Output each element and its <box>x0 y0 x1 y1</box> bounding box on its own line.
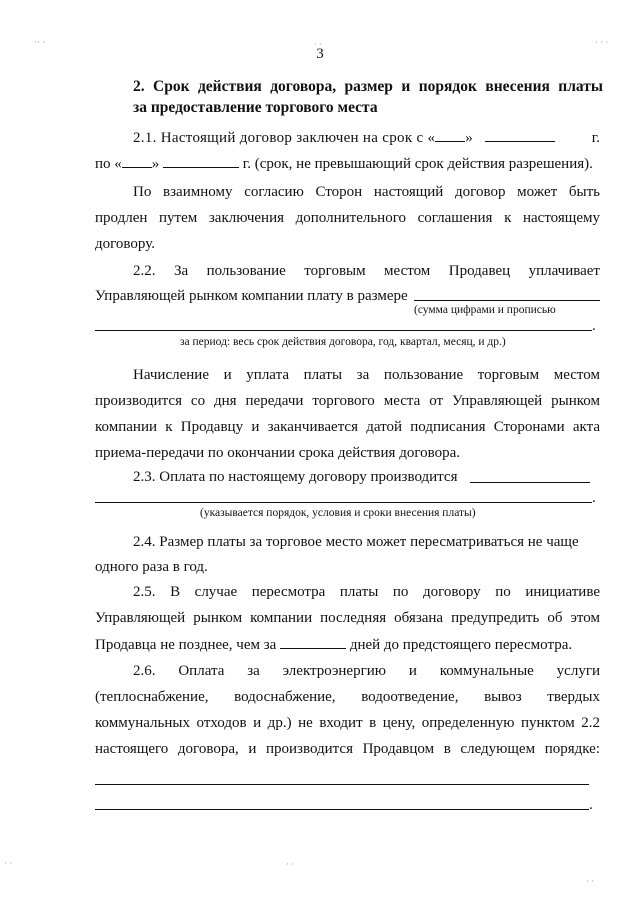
scan-speck: · · <box>286 859 295 869</box>
day-end-blank <box>122 153 152 168</box>
clause-2-1-line-2 <box>95 153 600 174</box>
calc-line-3: компании к Продавцу и заканчивается датой подписания Сторонами акта <box>95 419 600 435</box>
scan-speck: · · <box>314 39 323 49</box>
section-title-line-1: 2. Срок действия договора, размер и порядок внесения платы <box>133 78 603 95</box>
clause-2-2-text: Управляющей рынком компании плату в размере <box>95 288 408 304</box>
clause-2-4-line-1: 2.4. Размер платы за торговое место может пересматриваться не чаще <box>133 534 579 550</box>
payment-order-blank <box>470 482 590 483</box>
calc-line-2: производится со дня передачи торгового места от Управляющей рынком <box>95 393 600 409</box>
utilities-order-blank-2 <box>95 809 589 810</box>
clause-2-6-line-1: 2.6. Оплата за электроэнергию и коммунальные услуги <box>133 663 600 679</box>
clause-2-5-line-2: Управляющей рынком компании последняя обязана предупредить об этом <box>95 610 600 626</box>
scan-speck: · · <box>4 858 13 868</box>
calc-line-4: приема-передачи по окончании срока действия договора. <box>95 445 460 461</box>
payment-order-dot: . <box>592 490 596 506</box>
clause-2-1-text-d: по « <box>95 156 122 172</box>
utilities-order-dot: . <box>589 797 593 813</box>
clause-2-1-text-b: » <box>465 130 473 146</box>
fee-amount-note: (сумма цифрами и прописью <box>414 304 556 316</box>
scan-speck: ·· · <box>34 37 46 47</box>
clause-2-3-text: 2.3. Оплата по настоящему договору производится <box>133 469 458 485</box>
section-title <box>133 76 603 118</box>
clause-2-6-line-4: настоящего договора, и производится Продавцом в следующем порядке: <box>95 741 600 757</box>
day-start-blank <box>435 127 465 142</box>
clause-2-1-text-a: 2.1. Настоящий договор заключен на срок с « <box>133 130 436 146</box>
page-number: 3 <box>316 46 324 62</box>
fee-period-dot: . <box>592 318 596 334</box>
clause-2-6-line-2: (теплоснабжение, водоснабжение, водоотведение, вывоз твердых <box>95 689 600 705</box>
scan-speck: · · <box>586 876 595 886</box>
notice-days-blank <box>280 634 346 649</box>
clause-2-5-text-a: Продавца не позднее, чем за <box>95 637 277 653</box>
fee-period-note: за период: весь срок действия договора, год, квартал, месяц, и др.) <box>180 336 506 348</box>
clause-2-2-line-2 <box>95 286 600 306</box>
clause-2-3-line-1 <box>133 467 600 487</box>
clause-2-2-line-1: 2.2. За пользование торговым местом Продавец уплачивает <box>133 263 600 279</box>
fee-amount-blank <box>414 300 600 301</box>
clause-2-6-line-3: коммунальных отходов и др.) не входит в цену, определенную пунктом 2.2 <box>95 715 600 731</box>
month-end-blank <box>163 153 239 168</box>
clause-2-1-text-f: г. (срок, не превышающий срок действия разрешения). <box>242 156 593 172</box>
clause-2-1-text-e: » <box>151 156 160 172</box>
clause-2-1-text-c: г. <box>591 130 600 146</box>
month-start-blank <box>485 127 555 142</box>
clause-2-5-text-b: дней до предстоящего пересмотра. <box>349 637 573 653</box>
extension-line-1: По взаимному согласию Сторон настоящий договор может быть <box>133 184 600 200</box>
clause-2-5-line-3 <box>95 634 600 655</box>
section-title-line-2: за предоставление торгового места <box>133 99 378 116</box>
clause-2-5-line-1: 2.5. В случае пересмотра платы по договору по инициативе <box>133 584 600 600</box>
extension-line-2: продлен путем заключения дополнительного соглашения к настоящему <box>95 210 600 226</box>
extension-line-3: договору. <box>95 236 155 252</box>
calc-line-1: Начисление и уплата платы за пользование торговым местом <box>133 367 600 383</box>
clause-2-1-line-1 <box>133 127 600 148</box>
clause-2-4-line-2: одного раза в год. <box>95 559 208 575</box>
utilities-order-blank-1 <box>95 784 589 785</box>
payment-order-note: (указывается порядок, условия и сроки внесения платы) <box>200 507 476 519</box>
scan-speck: · · · <box>595 37 609 47</box>
fee-amount-blank-2 <box>95 330 592 331</box>
payment-order-blank-2 <box>95 502 592 503</box>
